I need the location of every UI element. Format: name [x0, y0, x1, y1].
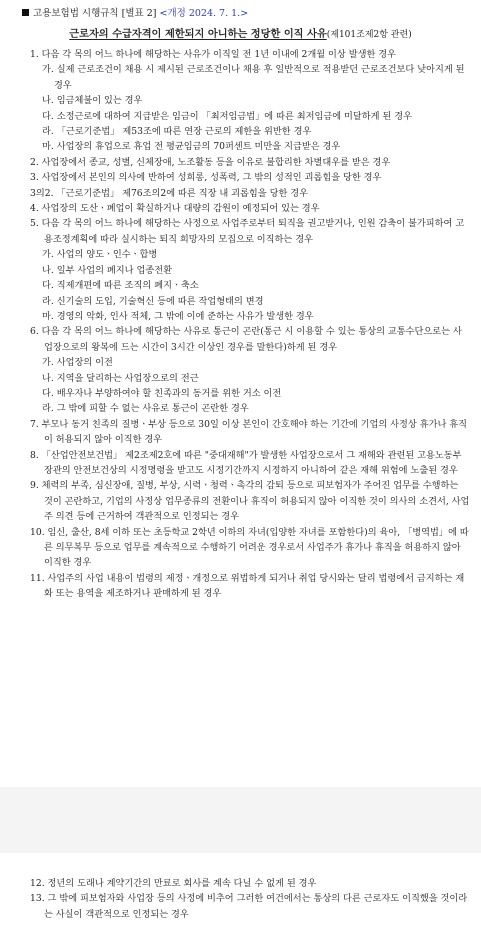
sub-list-item: 가. 실제 근로조건이 채용 시 제시된 근로조건이나 채용 후 일반적으로 적용받던 근로조건보다 낮아지게 된 경우 — [42, 64, 465, 91]
list-item: 6. 다음 각 목의 어느 하나에 해당하는 사유로 통근이 곤란(통근 시 이용할 수 있는 통상의 교통수단으로는 사업장으로의 왕복에 드는 시간이 3시간 이상인 경우를 말한다)하게 된 경우 — [30, 326, 462, 353]
list-item: 7. 부모나 동거 친족의 질병ㆍ부상 등으로 30일 이상 본인이 간호해야 하는 기간에 기업의 사정상 휴가나 휴직이 허용되지 않아 이직한 경우 — [30, 418, 468, 446]
sub-list-item: 가. 사업장의 이전 — [42, 357, 113, 369]
sub-list-item: 나. 임금체불이 있는 경우 — [42, 95, 143, 107]
list-item: 3의2. 「근로기준법」 제76조의2에 따른 직장 내 괴롭힘을 당한 경우 — [30, 187, 309, 199]
list-item: 13. 그 밖에 피보험자와 사업장 등의 사정에 비추어 그러한 여건에서는 통상의 다른 근로자도 이직했을 것이라는 사실이 객관적으로 인정되는 경우 — [30, 893, 468, 920]
sub-list-item: 라. 「근로기준법」 제53조에 따른 연장 근로의 제한을 위반한 경우 — [42, 126, 312, 138]
list-item: 12. 정년의 도래나 계약기간의 만료로 회사를 계속 다닐 수 없게 된 경우 — [30, 878, 317, 889]
sub-list-item: 나. 지역을 달리하는 사업장으로의 전근 — [42, 372, 199, 384]
sub-list-item: 다. 직제개편에 따른 조직의 폐지ㆍ축소 — [42, 280, 199, 292]
sub-list-item: 가. 사업의 양도ㆍ인수ㆍ합병 — [42, 249, 158, 261]
sub-list-item: 다. 배우자나 부양하여야 할 친족과의 동거를 위한 거소 이전 — [42, 387, 282, 399]
document-header — [22, 7, 248, 21]
list-item: 2. 사업장에서 종교, 성별, 신체장애, 노조활동 등을 이유로 불합리한 차별대우를 받은 경우 — [30, 156, 391, 168]
list-item: 4. 사업장의 도산ㆍ폐업이 확실하거나 대량의 감원이 예정되어 있는 경우 — [30, 203, 320, 215]
page-break-gap — [0, 787, 481, 853]
sub-list-item: 마. 사업장의 휴업으로 휴업 전 평균임금의 70퍼센트 미만을 지급받은 경우 — [42, 141, 341, 153]
list-item: 10. 임신, 출산, 8세 이하 또는 초등학교 2학년 이하의 자녀(입양한 자녀를 포함한다)의 육아, 「병역법」에 따른 의무복무 등으로 업무를 계속적으로 수행하기 어려운 경우로서 사업주가 휴가나 휴직을 허용하지 않아 이직한 경우 — [30, 526, 469, 569]
list-item: 3. 사업장에서 본인의 의사에 반하여 성희롱, 성폭력, 그 밖의 성적인 괴롭힘을 당한 경우 — [30, 172, 382, 184]
sub-list-item: 나. 일부 사업의 폐지나 업종전환 — [42, 264, 172, 276]
list-item: 9. 체력의 부족, 심신장애, 질병, 부상, 시력ㆍ청력ㆍ촉각의 감퇴 등으로 피보험자가 주어진 업무를 수행하는 것이 곤란하고, 기업의 사정상 업무종류의 전환이나 휴직이 허용되지 않아 이직한 것이 의사의 소견서, 사업주 의견 등에 근거하여 객관적으로 인정되는 경우 — [30, 480, 470, 523]
sub-list-item: 라. 그 밖에 피할 수 없는 사유로 통근이 곤란한 경우 — [42, 403, 249, 415]
document-title — [0, 27, 481, 43]
revision-link[interactable]: <개정 2024. 7. 1.> — [159, 8, 249, 19]
item-list — [30, 47, 470, 602]
sub-list-item: 라. 신기술의 도입, 기술혁신 등에 따른 작업형태의 변경 — [42, 295, 264, 307]
title-main: 근로자의 수급자격이 제한되지 아니하는 정당한 이직 사유 — [69, 29, 327, 40]
title-sub: (제101조제2항 관련) — [326, 30, 412, 40]
black-square-icon — [22, 9, 29, 16]
list-item: 8. 「산업안전보건법」 제2조제2호에 따른 "중대재해"가 발생한 사업장으로서 그 재해와 관련된 고용노동부장관의 안전보건상의 시정명령을 받고도 시정기간까지 시정하지 아니하여 같은 재해 위험에 노출된 경우 — [30, 449, 462, 476]
list-item: 5. 다음 각 목의 어느 하나에 해당하는 사정으로 사업주로부터 퇴직을 권고받거나, 인원 감축이 불가피하여 고용조정계획에 따라 실시하는 퇴직 희망자의 모집으로 이직하는 경우 — [30, 218, 465, 245]
list-item: 1. 다음 각 목의 어느 하나에 해당하는 사유가 이직일 전 1년 이내에 2개월 이상 발생한 경우 — [30, 49, 397, 60]
header-source: 고용보험법 시행규칙 [별표 2] — [33, 8, 157, 19]
list-item: 11. 사업주의 사업 내용이 법령의 제정ㆍ개정으로 위법하게 되거나 취업 당시와는 달리 법령에서 금지하는 재화 또는 용역을 제조하거나 판매하게 된 경우 — [30, 572, 465, 600]
sub-list-item: 마. 경영의 악화, 인사 적체, 그 밖에 이에 준하는 사유가 발생한 경우 — [42, 310, 314, 322]
bottom-item-list — [30, 876, 470, 922]
sub-list-item: 다. 소정근로에 대하여 지급받은 임금이 「최저임금법」에 따른 최저임금에 미달하게 된 경우 — [42, 110, 413, 122]
